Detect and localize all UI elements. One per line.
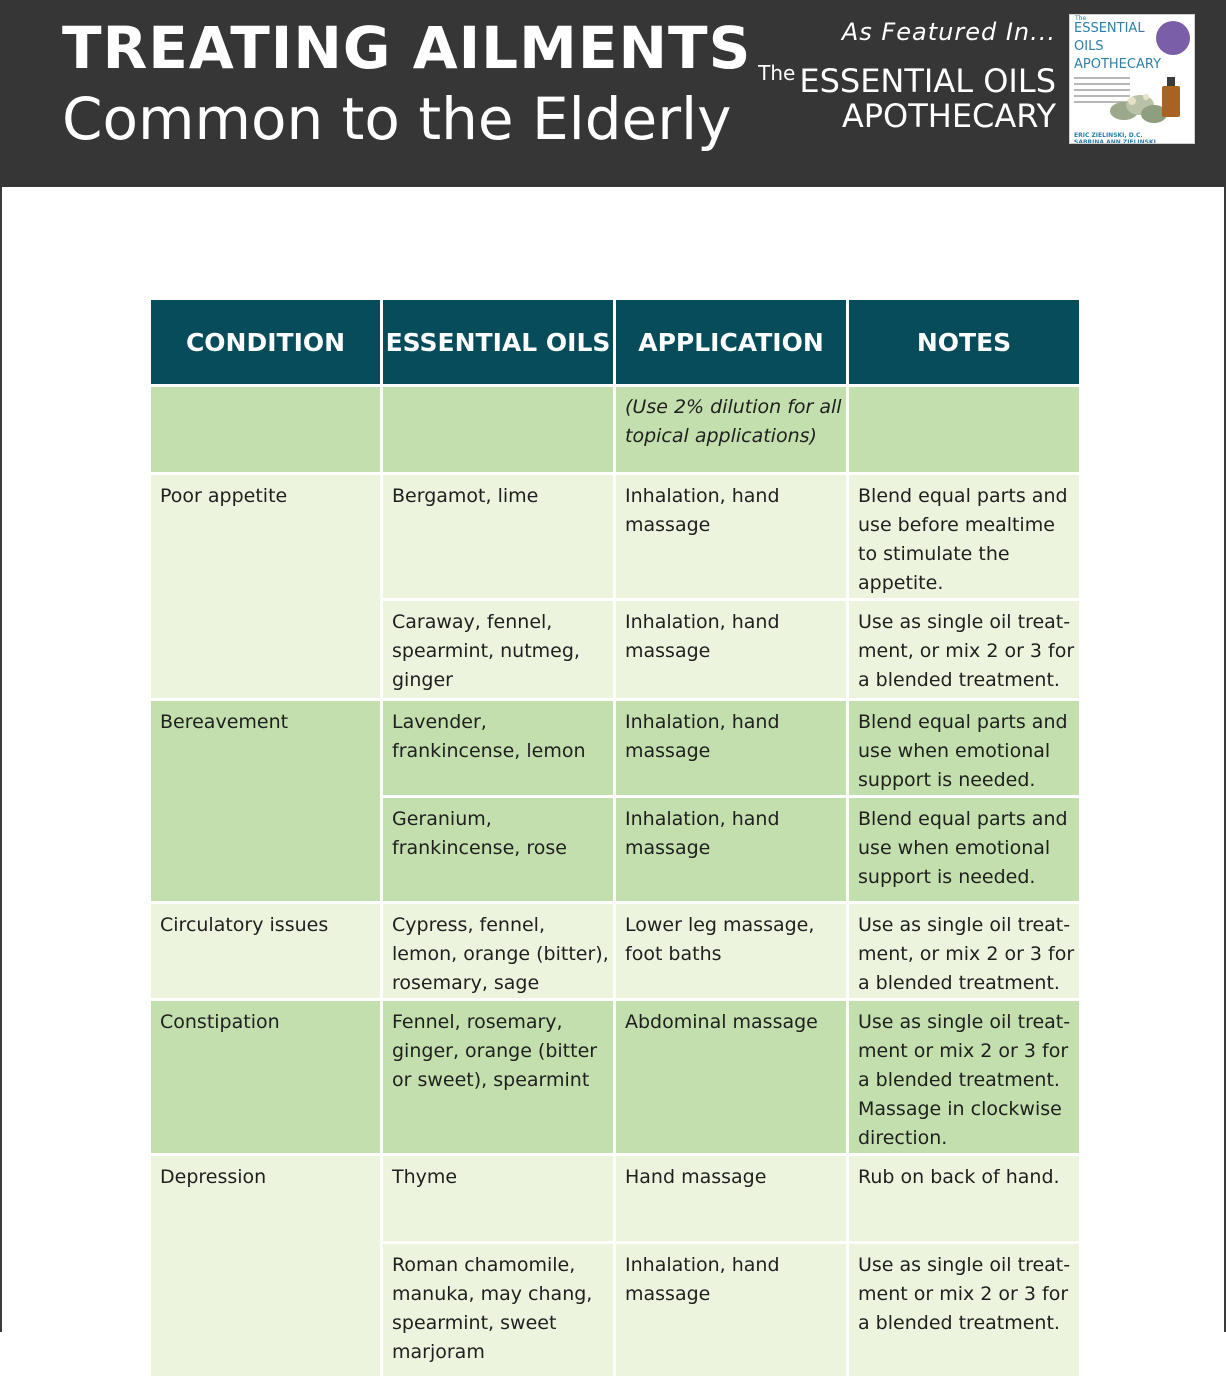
book-title-line: OILS [1074, 39, 1104, 54]
oils-cell: Bergamot, lime [383, 475, 613, 598]
brand-the: The [758, 61, 796, 85]
table-row-dilution [151, 387, 1079, 472]
oil-bottle-icon [1162, 77, 1180, 117]
table-row [151, 475, 1079, 598]
brand-name-line2: APOTHECARY [841, 97, 1056, 135]
application-cell: Inhalation, hand massage [616, 798, 846, 901]
table-row [151, 1001, 1079, 1153]
book-the: The [1075, 15, 1087, 22]
column-header-notes: NOTES [849, 300, 1079, 384]
notes-cell: Use as single oil treat-ment, or mix 2 or 3 for a blended treatment. [849, 904, 1079, 998]
notes-cell: Blend equal parts and use when emotional support is needed. [849, 798, 1079, 901]
notes-cell: Blend equal parts and use before mealtime to stimulate the appetite. [849, 475, 1079, 598]
application-cell: Lower leg massage, foot baths [616, 904, 846, 998]
book-title-line: ESSENTIAL [1074, 21, 1145, 36]
application-cell: Inhalation, hand massage [616, 701, 846, 795]
brand-essential-oils: ESSENTIAL OILS [799, 62, 1056, 100]
condition-cell: Poor appetite [151, 475, 380, 698]
table-cell [151, 387, 380, 472]
oils-cell: Cypress, fennel, lemon, orange (bitter), rosemary, sage [383, 904, 613, 998]
condition-cell: Constipation [151, 1001, 380, 1153]
application-cell: Hand massage [616, 1156, 846, 1241]
oils-cell: Caraway, fennel, spearmint, nutmeg, ginger [383, 601, 613, 698]
book-author: ERIC ZIELINSKI, D.C. [1074, 132, 1143, 139]
book-cover-image [1069, 14, 1195, 144]
condition-cell: Circulatory issues [151, 904, 380, 998]
herb-icon [1110, 87, 1168, 125]
book-title-line: APOTHECARY [1074, 57, 1162, 72]
dilution-note: (Use 2% dilution for all topical applications) [616, 387, 846, 472]
table-row [151, 1156, 1079, 1241]
notes-cell: Use as single oil treat-ment, or mix 2 or 3 for a blended treatment. [849, 601, 1079, 698]
column-header-essential-oils: ESSENTIAL OILS [383, 300, 613, 384]
book-title [1074, 20, 1161, 74]
application-cell: Abdominal massage [616, 1001, 846, 1153]
ailments-table [148, 297, 1082, 1379]
notes-cell: Use as single oil treat-ment or mix 2 or 3 for a blended treatment. [849, 1244, 1079, 1376]
oils-cell: Thyme [383, 1156, 613, 1241]
table-row [151, 904, 1079, 998]
condition-cell: Bereavement [151, 701, 380, 901]
column-header-condition: CONDITION [151, 300, 380, 384]
application-cell: Inhalation, hand massage [616, 601, 846, 698]
table-row [151, 701, 1079, 795]
application-cell: Inhalation, hand massage [616, 1244, 846, 1376]
notes-cell: Use as single oil treat-ment or mix 2 or 3 for a blended treatment. Massage in clockwise direction. [849, 1001, 1079, 1153]
oils-cell: Roman chamomile, manuka, may chang, spearmint, sweet marjoram [383, 1244, 613, 1376]
book-author: SABRINA ANN ZIELINSKI [1074, 139, 1156, 144]
application-cell: Inhalation, hand massage [616, 475, 846, 598]
notes-cell: Blend equal parts and use when emotional support is needed. [849, 701, 1079, 795]
brand-name-line1 [758, 54, 1056, 100]
featured-label: As Featured In... [841, 18, 1056, 46]
book-authors [1074, 132, 1156, 144]
table-cell [849, 387, 1079, 472]
oils-cell: Fennel, rosemary, ginger, orange (bitter or sweet), spearmint [383, 1001, 613, 1153]
page-subtitle: Common to the Elderly [62, 85, 732, 153]
table-header-row [151, 300, 1079, 384]
condition-cell: Depression [151, 1156, 380, 1376]
book-badge-icon [1156, 21, 1190, 55]
oils-cell: Lavender, frankincense, lemon [383, 701, 613, 795]
column-header-application: APPLICATION [616, 300, 846, 384]
page-header [0, 0, 1226, 187]
oils-cell: Geranium, frankincense, rose [383, 798, 613, 901]
table-cell [383, 387, 613, 472]
notes-cell: Rub on back of hand. [849, 1156, 1079, 1241]
page-title: TREATING AILMENTS [62, 14, 752, 82]
